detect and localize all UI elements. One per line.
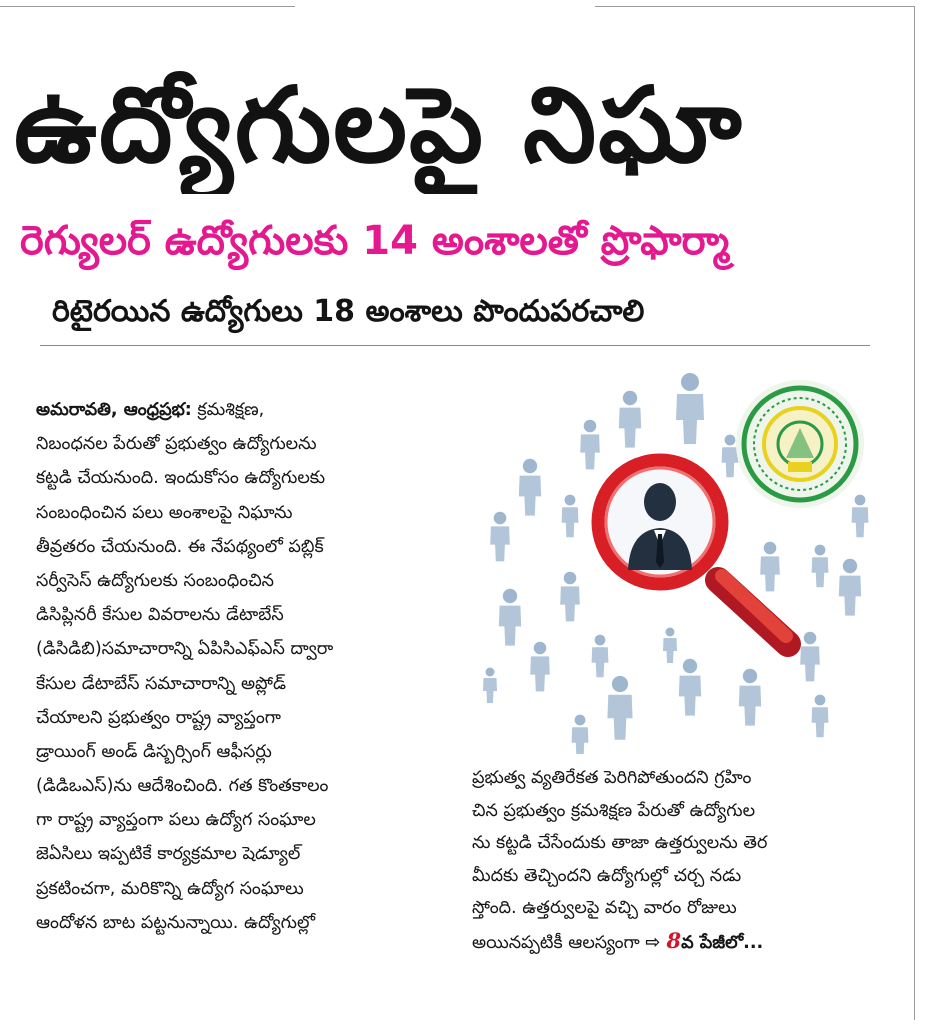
person-figure [760, 542, 780, 592]
article-first-line [36, 393, 446, 427]
person-figure [800, 632, 820, 682]
article-line: చేయాలని ప్రభుత్వం రాష్ట్ర వ్యాప్తంగా [36, 707, 281, 728]
article-line: (డిసిడిబి)సమాచారాన్ని ఏపిసిఎఫ్ఎస్ ద్వారా [36, 639, 334, 660]
person-figure [676, 373, 704, 444]
article-line: సర్వీసెస్ ఉద్యోగులకు సంబంధించిన [36, 570, 275, 591]
article-line: జెఏసిలు ఇప్పటికే కార్యక్రమాల షెడ్యూల్ [36, 844, 301, 865]
article-line: డిసిప్లినరీ కేసుల వివరాలను డేటాబేస్ [36, 605, 284, 626]
person-figure [722, 435, 739, 478]
person-figure [490, 512, 510, 562]
subheadline: రెగ్యులర్ ఉద్యోగులకు 14 అంశాలతో ప్రొఫార్మా [20, 218, 730, 264]
deck-headline: రిటైరయిన ఉద్యోగులు 18 అంశాలు పొందుపరచాలి [52, 294, 645, 329]
continued-page-number: 8 [666, 927, 682, 953]
article-line: (డిడిఒఎస్)ను ఆదేశించింది. గత కొంతకాలం [36, 776, 329, 797]
person-figure [739, 669, 761, 726]
article-line: కేసుల డేటాబేస్ సమాచారాన్ని అప్లోడ్ [36, 673, 286, 694]
person-figure [812, 695, 829, 738]
headline: ఉద్యోగులపై నిఘా [14, 64, 744, 186]
article-column-2 [472, 762, 882, 958]
article-line: గా రాష్ట్ర వ్యాప్తంగా పలు ఉద్యోగ సంఘాల [36, 810, 316, 831]
person-figure [663, 628, 677, 664]
top-border-right [595, 6, 915, 7]
person-figure [619, 391, 641, 448]
person-figure [580, 420, 600, 470]
person-figure [483, 668, 497, 704]
article-line: తీవ్రతరం చేయనుంది. ఈ నేపథ్యంలో పబ్లిక్ [36, 536, 324, 557]
right-border [914, 6, 915, 1020]
person-figure [679, 659, 701, 716]
article-line: డ్రాయింగ్ అండ్ డిస్బర్సింగ్ ఆఫీసర్లు [36, 741, 272, 762]
deck-divider [40, 345, 870, 346]
article-text-start: క్రమశిక్షణ, [197, 400, 265, 420]
person-figure [839, 559, 861, 616]
continued-page-suffix: వ పేజీలో... [681, 932, 764, 953]
person-figure [560, 572, 580, 622]
top-border-left [0, 6, 295, 7]
person-figure [607, 676, 632, 740]
article-line: ను కట్టడి చేసేందుకు తాజా ఉత్తర్వులను తెర [472, 833, 768, 854]
article-last-line [472, 925, 882, 958]
person-figure [530, 642, 550, 692]
person-figure [812, 545, 829, 588]
article-line: చిన ప్రభుత్వం క్రమశిక్షణ పేరుతో ఉద్యోగుల [472, 800, 756, 821]
person-figure [592, 635, 609, 678]
article-column-1 [36, 393, 446, 940]
article-line-end: అయినప్పటికీ ఆలస్యంగా [472, 932, 640, 953]
magnifier-illustration [470, 362, 890, 754]
state-emblem [736, 380, 864, 508]
article-line: ప్రభుత్వ వ్యతిరేకత పెరిగిపోతుందని గ్రహిం [472, 768, 752, 788]
person-figure [499, 589, 521, 646]
dateline: అమరావతి, ఆంధ్రప్రభ: [36, 400, 192, 420]
article-line: స్తోంది. ఉత్తర్వులపై వచ్చి వారం రోజులు [472, 898, 737, 919]
person-figure [572, 715, 589, 754]
article-line: సంబంధించిన పలు అంశాలపై నిఘాను [36, 502, 293, 523]
person-figure [562, 495, 579, 538]
continued-on-page[interactable] [645, 927, 764, 953]
article-line: ప్రకటించగా, మరికొన్ని ఉద్యోగ సంఘాలు [36, 878, 304, 899]
article-line: నిబంధనల పేరుతో ప్రభుత్వం ఉద్యోగులను [36, 434, 317, 455]
person-figure [519, 459, 541, 516]
arrow-right-icon: ⇨ [645, 931, 661, 953]
article-line: ఆందోళన బాట పట్టనున్నాయి. ఉద్యోగుల్లో [36, 912, 316, 933]
person-figure [852, 495, 869, 538]
article-line: మీదకు తెచ్చిందని ఉద్యోగుల్లో చర్చ నడు [472, 865, 742, 886]
article-line: కట్టడి చేయనుంది. ఇందుకోసం ఉద్యోగులకు [36, 468, 326, 489]
